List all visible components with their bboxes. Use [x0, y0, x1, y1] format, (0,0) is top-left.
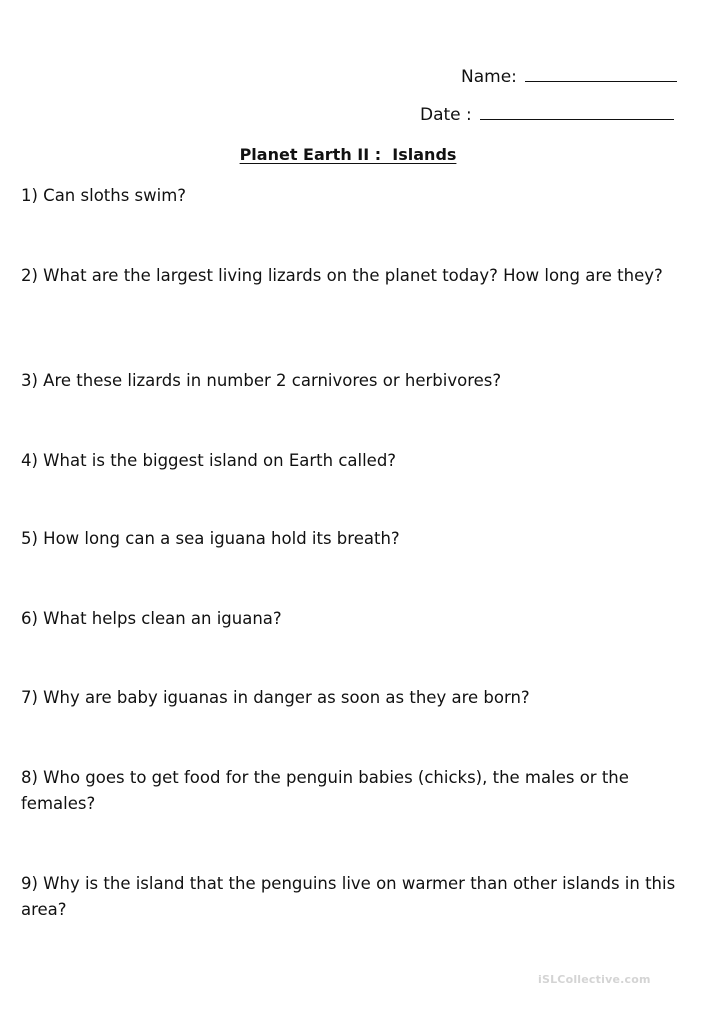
question-7: 7) Why are baby iguanas in danger as soon as they are born? — [21, 688, 530, 707]
watermark: iSLCollective.com — [538, 973, 651, 986]
worksheet-title: Planet Earth II : Islands — [239, 145, 457, 164]
name-blank-line — [525, 65, 677, 82]
question-6: 6) What helps clean an iguana? — [21, 609, 282, 628]
question-1: 1) Can sloths swim? — [21, 186, 187, 205]
question-5: 5) How long can a sea iguana hold its breath? — [21, 529, 400, 548]
name-label: Name: — [461, 67, 517, 87]
question-2: 2) What are the largest living lizards on the planet today? How long are they? — [21, 266, 663, 285]
date-field — [420, 103, 674, 125]
question-8: 8) Who goes to get food for the penguin babies (chicks), the males or the females? — [21, 768, 629, 813]
date-blank-line — [480, 103, 674, 120]
name-field — [461, 65, 677, 87]
question-4: 4) What is the biggest island on Earth called? — [21, 451, 397, 470]
question-9: 9) Why is the island that the penguins live on warmer than other islands in this area? — [21, 874, 676, 919]
date-label: Date : — [420, 105, 472, 125]
question-3: 3) Are these lizards in number 2 carnivores or herbivores? — [21, 371, 502, 390]
